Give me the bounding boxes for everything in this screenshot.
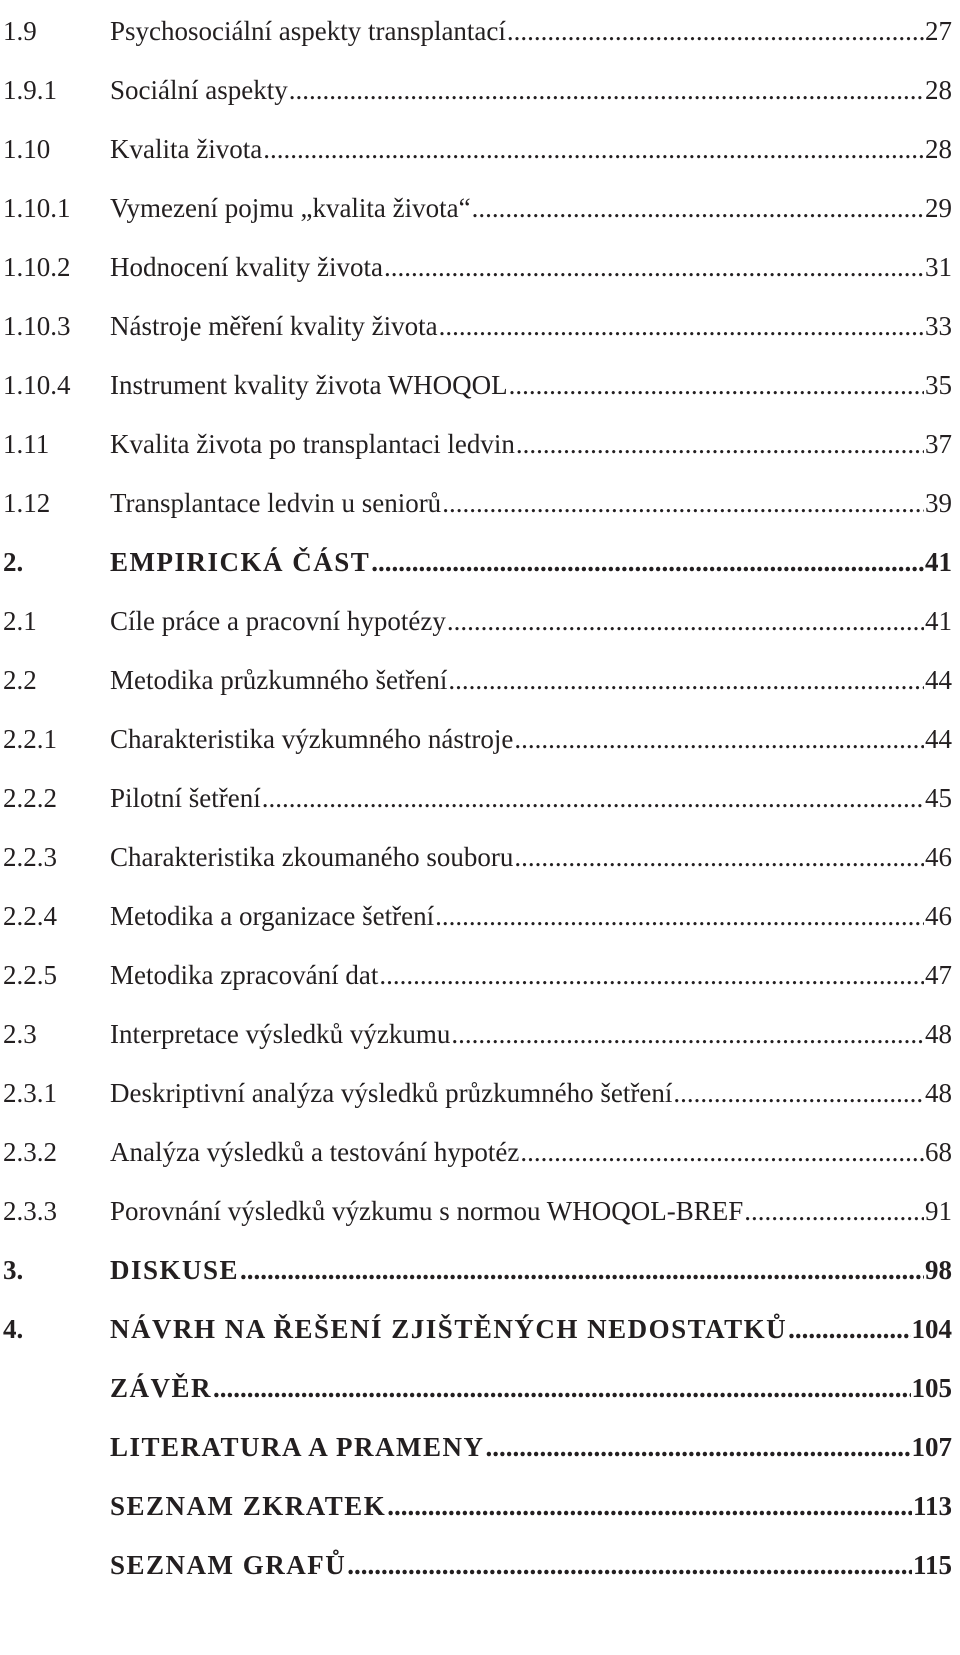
toc-chapter-entry[interactable]	[0, 531, 952, 579]
toc-dot-leader	[262, 781, 924, 815]
toc-entry-title: ZÁVĚR	[110, 1373, 213, 1403]
toc-entry-title: SEZNAM GRAFŮ	[110, 1550, 347, 1580]
toc-entry[interactable]	[0, 590, 952, 638]
toc-dot-leader	[516, 427, 924, 461]
toc-entry-number: 2.2.4	[3, 901, 57, 931]
toc-entry-number: 2.2.3	[3, 842, 57, 872]
toc-dot-leader	[442, 486, 924, 520]
toc-entry-number: 1.9.1	[3, 75, 57, 105]
toc-entry[interactable]	[0, 295, 952, 343]
toc-dot-leader	[447, 604, 924, 638]
toc-entry-title: Nástroje měření kvality života	[110, 311, 438, 341]
toc-entry[interactable]	[0, 826, 952, 874]
toc-entry-page: 113	[912, 1491, 952, 1521]
toc-entry-page: 48	[925, 1078, 952, 1108]
toc-entry-number: 2.3.1	[3, 1078, 57, 1108]
toc-entry-page: 47	[925, 960, 952, 990]
toc-entry-page: 115	[912, 1550, 952, 1580]
toc-entry-title: DISKUSE	[110, 1255, 240, 1285]
toc-entry-title: Sociální aspekty	[110, 75, 288, 105]
toc-entry-page: 105	[911, 1373, 952, 1403]
toc-dot-leader	[514, 722, 924, 756]
toc-dot-leader	[507, 14, 924, 48]
toc-entry-number: 1.10.2	[3, 252, 71, 282]
toc-chapter-entry[interactable]	[0, 1298, 952, 1346]
toc-dot-leader	[673, 1076, 924, 1110]
toc-chapter-entry[interactable]	[0, 1475, 952, 1523]
toc-entry-title: Kvalita života	[110, 134, 263, 164]
toc-entry[interactable]	[0, 1121, 952, 1169]
toc-entry[interactable]	[0, 885, 952, 933]
toc-entry-page: 41	[925, 547, 952, 577]
toc-entry-title: Psychosociální aspekty transplantací	[110, 16, 506, 46]
toc-dot-leader	[240, 1253, 924, 1287]
toc-dot-leader	[379, 958, 924, 992]
toc-entry[interactable]	[0, 1003, 952, 1051]
toc-entry[interactable]	[0, 0, 952, 48]
toc-entry-page: 27	[925, 16, 952, 46]
toc-dot-leader	[520, 1135, 924, 1169]
toc-entry-title: Interpretace výsledků výzkumu	[110, 1019, 451, 1049]
toc-entry-title: SEZNAM ZKRATEK	[110, 1491, 387, 1521]
toc-entry-page: 33	[925, 311, 952, 341]
toc-entry-title: Analýza výsledků a testování hypotéz	[110, 1137, 520, 1167]
toc-entry-title: EMPIRICKÁ ČÁST	[110, 547, 371, 577]
toc-dot-leader	[384, 250, 924, 284]
toc-entry-page: 45	[925, 783, 952, 813]
toc-entry-page: 107	[911, 1432, 952, 1462]
toc-entry-page: 28	[925, 75, 952, 105]
toc-entry-title: Charakteristika zkoumaného souboru	[110, 842, 514, 872]
toc-dot-leader	[213, 1371, 910, 1405]
toc-entry-title: Metodika průzkumného šetření	[110, 665, 448, 695]
toc-dot-leader	[435, 899, 924, 933]
toc-dot-leader	[509, 368, 924, 402]
toc-entry-number: 1.9	[3, 16, 37, 46]
toc-entry-title: Kvalita života po transplantaci ledvin	[110, 429, 515, 459]
toc-chapter-entry[interactable]	[0, 1416, 952, 1464]
toc-entry-page: 39	[925, 488, 952, 518]
toc-entry-number: 3.	[3, 1255, 24, 1285]
toc-entry-title: Transplantace ledvin u seniorů	[110, 488, 442, 518]
toc-entry-title: Deskriptivní analýza výsledků průzkumného šetření	[110, 1078, 673, 1108]
toc-entry-number: 2.1	[3, 606, 37, 636]
toc-dot-leader	[263, 132, 924, 166]
toc-dot-leader	[289, 73, 924, 107]
toc-dot-leader	[371, 545, 924, 579]
toc-entry-number: 2.	[3, 547, 24, 577]
toc-entry-number: 2.2.2	[3, 783, 57, 813]
toc-dot-leader	[347, 1548, 912, 1582]
toc-entry[interactable]	[0, 708, 952, 756]
toc-entry-page: 68	[925, 1137, 952, 1167]
toc-entry-page: 37	[925, 429, 952, 459]
toc-dot-leader	[439, 309, 924, 343]
toc-entry[interactable]	[0, 354, 952, 402]
toc-entry-number: 4.	[3, 1314, 24, 1344]
toc-entry[interactable]	[0, 413, 952, 461]
toc-entry-number: 1.10.3	[3, 311, 71, 341]
toc-entry[interactable]	[0, 649, 952, 697]
toc-dot-leader	[486, 1430, 911, 1464]
toc-entry-page: 41	[925, 606, 952, 636]
toc-entry-title: Instrument kvality života WHOQOL	[110, 370, 508, 400]
toc-entry-title: Metodika a organizace šetření	[110, 901, 435, 931]
toc-entry-page: 31	[925, 252, 952, 282]
toc-entry-number: 1.10	[3, 134, 51, 164]
toc-entry-title: Charakteristika výzkumného nástroje	[110, 724, 514, 754]
toc-entry[interactable]	[0, 767, 952, 815]
toc-entry-number: 2.2	[3, 665, 37, 695]
toc-entry-page: 29	[925, 193, 952, 223]
toc-dot-leader	[472, 191, 924, 225]
toc-dot-leader	[451, 1017, 924, 1051]
toc-entry-title: Hodnocení kvality života	[110, 252, 383, 282]
toc-entry-title: Metodika zpracování dat	[110, 960, 379, 990]
toc-entry-number: 1.11	[3, 429, 50, 459]
toc-entry[interactable]	[0, 944, 952, 992]
toc-entry[interactable]	[0, 118, 952, 166]
toc-entry-title: NÁVRH NA ŘEŠENÍ ZJIŠTĚNÝCH NEDOSTATKŮ	[110, 1314, 788, 1344]
toc-entry-number: 1.10.4	[3, 370, 71, 400]
toc-entry-number: 2.2.1	[3, 724, 57, 754]
toc-entry-title: Vymezení pojmu „kvalita života“	[110, 193, 471, 223]
toc-entry-title: LITERATURA A PRAMENY	[110, 1432, 485, 1462]
toc-entry[interactable]	[0, 177, 952, 225]
toc-entry-page: 44	[925, 665, 952, 695]
toc-entry[interactable]	[0, 1062, 952, 1110]
toc-entry[interactable]	[0, 236, 952, 284]
toc-entry-page: 46	[925, 842, 952, 872]
toc-entry-page: 46	[925, 901, 952, 931]
toc-chapter-entry[interactable]	[0, 1534, 952, 1582]
toc-entry-page: 48	[925, 1019, 952, 1049]
toc-chapter-entry[interactable]	[0, 1239, 952, 1287]
toc-entry-page: 28	[925, 134, 952, 164]
toc-entry-title: Cíle práce a pracovní hypotézy	[110, 606, 446, 636]
toc-entry-number: 2.3	[3, 1019, 37, 1049]
toc-entry-number: 2.2.5	[3, 960, 57, 990]
toc-dot-leader	[387, 1489, 912, 1523]
toc-dot-leader	[788, 1312, 910, 1346]
toc-entry-number: 1.10.1	[3, 193, 71, 223]
toc-entry-page: 44	[925, 724, 952, 754]
toc-dot-leader	[744, 1194, 924, 1228]
toc-entry-title: Porovnání výsledků výzkumu s normou WHOQOL-BREF	[110, 1196, 744, 1226]
toc-entry-page: 98	[925, 1255, 952, 1285]
toc-entry-number: 2.3.3	[3, 1196, 57, 1226]
toc-entry-number: 2.3.2	[3, 1137, 57, 1167]
toc-entry-page: 35	[925, 370, 952, 400]
toc-entry-title: Pilotní šetření	[110, 783, 261, 813]
toc-entry[interactable]	[0, 59, 952, 107]
toc-entry-page: 91	[925, 1196, 952, 1226]
toc-chapter-entry[interactable]	[0, 1357, 952, 1405]
toc-entry[interactable]	[0, 1180, 952, 1228]
toc-entry-page: 104	[911, 1314, 952, 1344]
toc-dot-leader	[514, 840, 924, 874]
toc-entry[interactable]	[0, 472, 952, 520]
toc-dot-leader	[448, 663, 924, 697]
toc-entry-number: 1.12	[3, 488, 51, 518]
